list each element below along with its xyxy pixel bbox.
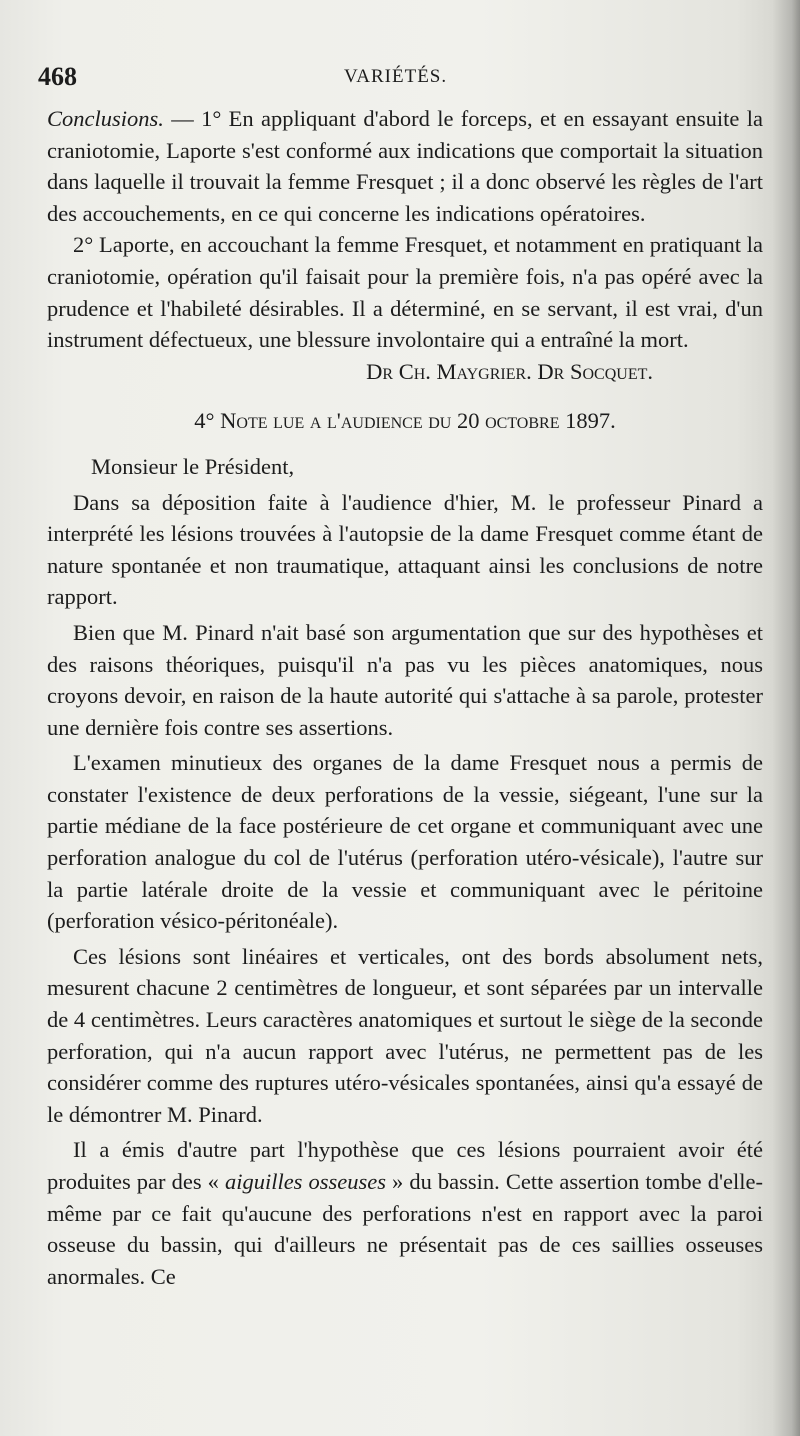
salutation: Monsieur le Président, [91,453,295,479]
running-head: VARIÉTÉS. [344,66,448,87]
note-paragraph-1: Dans sa déposition faite à l'audience d'hier, M. le professeur Pinard a interprété les lésions trouvées à l'autopsie de la dame Fresquet comme étant de nature spontanée et non traumatique, attaquant ainsi les conclusions de notre rapport. [47,489,763,610]
conclusions-paragraph-1 [47,103,763,229]
note-paragraph-4: Ces lésions sont linéaires et verticales, ont des bords absolument nets, mesurent chacune 2 centimètres de longueur, et sont séparées par un intervalle de 4 centimètres. Leurs caractères anatomiques et surtout le siège de la seconde perforation, qui n'a aucun rapport avec l'utérus, ne permettent pas de les considérer comme des ruptures utéro-vésicales spontanées, ainsi qu'a essayé de le démontrer M. Pinard. [47,943,763,1127]
p5-italic-term: aiguilles osseuses [224,1169,386,1194]
page-body [47,103,763,1292]
p5-text-before: Il a émis d'autre part l'hypothèse que ces lésions pourraient avoir été produites par des « [47,1137,763,1194]
conclusions-p1-text: — 1° En appliquant d'abord le forceps, et en essayant ensuite la craniotomie, Laporte s'est conformé aux indications que comportait la situation dans laquelle il trouvait la femme Fresquet ; il a donc observé les règles de l'art des accouchements, en ce qui concerne les indications opératoires. [47,106,763,226]
conclusions-paragraph-2: 2° Laporte, en accouchant la femme Fresquet, et notamment en pratiquant la craniotomie, opération qu'il faisait pour la première fois, n'a pas opéré avec la prudence et l'habileté désirables. Il a déterminé, en se servant, il est vrai, d'un instrument défectueux, une blessure involontaire qui a entraîné la mort. [47,232,763,353]
page-number: 468 [38,62,77,91]
note-paragraph-3: L'examen minutieux des organes de la dame Fresquet nous a permis de constater l'existence de deux perforations de la vessie, siégeant, l'une sur la partie médiane de la face postérieure de cet organe et communiquant avec une perforation analogue du col de l'utérus (perforation utéro-vésicale), l'autre sur la partie latérale droite de la vessie et communiquant avec le péritoine (perforation vésico-péritonéale). [47,750,763,934]
signature: Dr Ch. Maygrier. Dr Socquet. [366,358,653,384]
page-edge-shadow [772,0,800,1436]
page-header [38,62,758,102]
note-paragraph-5 [47,1134,763,1292]
note-title: 4° Note lue a l'audience du 20 octobre 1897. [194,408,616,434]
p5-text-after: » du bassin. Cette assertion tombe d'elle-même par ce fait qu'aucune des perforations n'est en rapport avec la paroi osseuse du bassin, qui d'ailleurs ne présentait pas de ces saillies osseuses anormales. Ce [47,1169,763,1289]
conclusions-lead: Conclusions. [47,106,164,131]
note-paragraph-2: Bien que M. Pinard n'ait basé son argumentation que sur des hypothèses et des raisons théoriques, puisqu'il n'a pas vu les pièces anatomiques, nous croyons devoir, en raison de la haute autorité qui s'attache à sa parole, protester une dernière fois contre ses assertions. [47,619,763,740]
